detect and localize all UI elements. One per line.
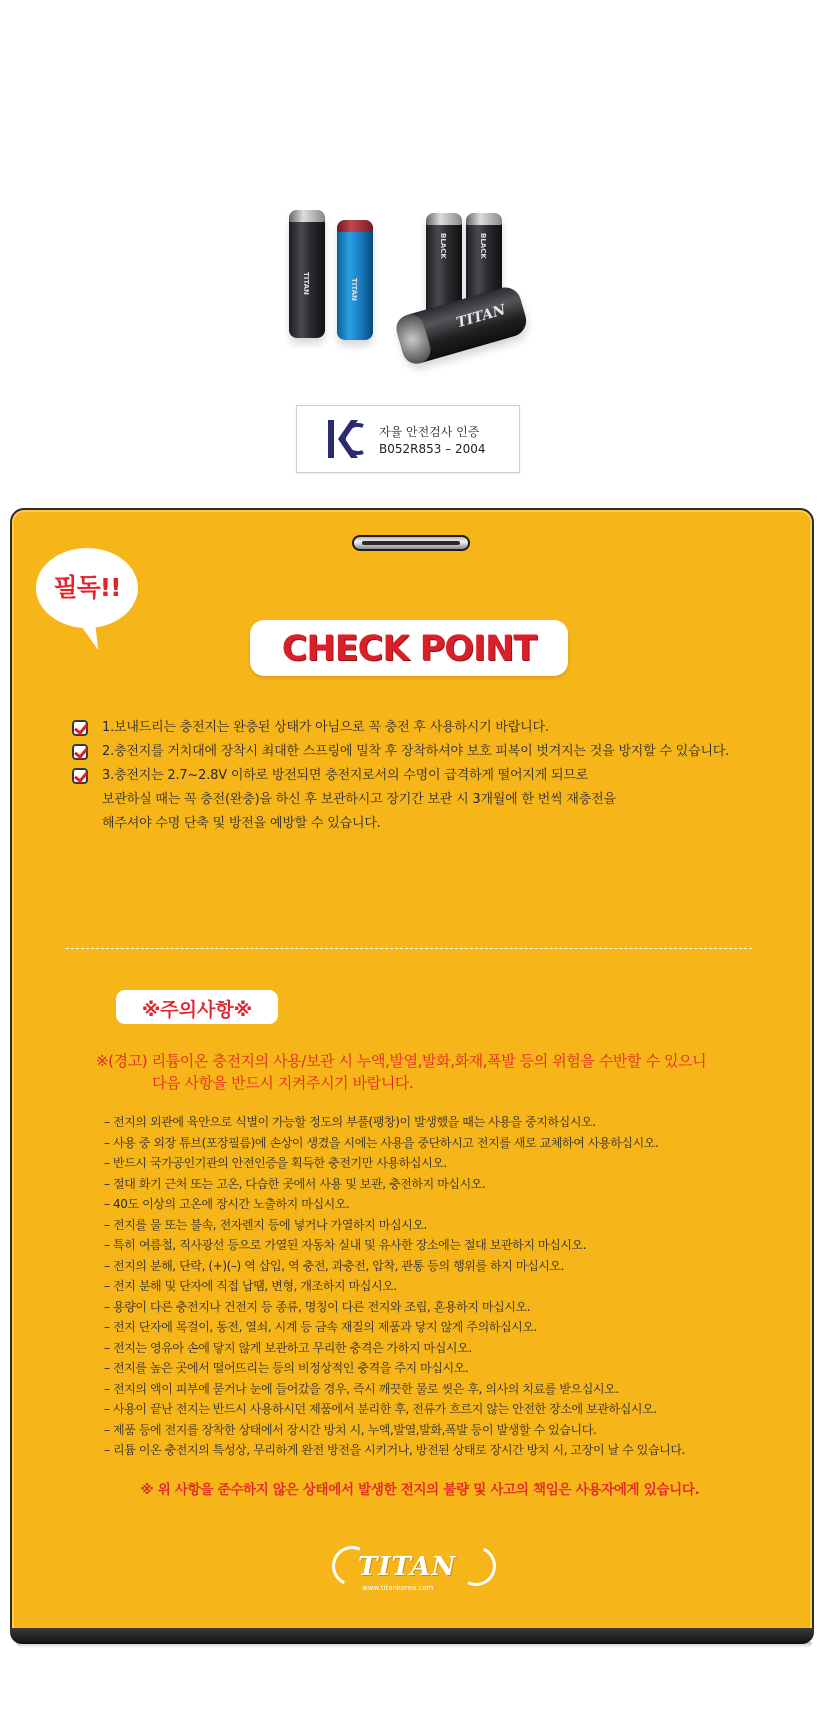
rule-item: – 반드시 국가공인기관의 안전인증을 획득한 충전기만 사용하십시오.	[104, 1156, 447, 1170]
rule-item: – 절대 화기 근처 또는 고온, 다습한 곳에서 사용 및 보관, 충전하지 마십시오.	[104, 1176, 486, 1191]
rule-item: – 사용이 끝난 전지는 반드시 사용하시던 제품에서 분리한 후, 전류가 흐르지 않는 안전한 장소에 보관하십시오.	[104, 1402, 657, 1416]
rule-item: – 전지를 물 또는 불속, 전자렌지 등에 넣거나 가열하지 마십시오.	[104, 1217, 427, 1232]
checkbox-icon	[72, 768, 88, 784]
rule-item: – 전지를 높은 곳에서 떨어뜨리는 등의 비정상적인 충격을 주지 마십시오.	[104, 1361, 469, 1375]
liability-note: ※ 위 사항을 준수하지 않은 상태에서 발생한 전지의 불량 및 사고의 책임은 사용자에게 있습니다.	[140, 1482, 700, 1498]
checkbox-icon	[72, 720, 88, 736]
rule-item: – 특히 여름철, 직사광선 등으로 가열된 자동차 실내 및 유사한 장소에는 절대 보관하지 마십시오.	[104, 1238, 587, 1252]
rule-item: – 제품 등에 전지를 장착한 상태에서 장시간 방치 시, 누액,발열,발화,폭발 등이 발생할 수 있습니다.	[104, 1422, 597, 1437]
warning-text	[96, 1050, 786, 1094]
section-divider	[66, 948, 752, 949]
checkpoint-title: CHECK POINT	[281, 629, 537, 669]
checkpoint-item-continued: 해주셔야 수명 단축 및 방전을 예방할 수 있습니다.	[102, 816, 381, 831]
kc-certification	[296, 405, 520, 473]
checkpoint-item: 1.보내드리는 충전지는 완충된 상태가 아님으로 꼭 충전 후 사용하시기 바랍니다.	[72, 716, 792, 740]
kc-mark-icon	[325, 416, 365, 462]
battery-black-1: TITAN	[289, 210, 325, 338]
brand-url: www.titankorea.com	[362, 1584, 434, 1592]
checkpoint-list	[72, 716, 792, 836]
board-hanger	[352, 535, 470, 551]
warning-line-2: 다음 사항을 반드시 지켜주시기 바랍니다.	[152, 1074, 414, 1092]
rule-item: – 40도 이상의 고온에 장시간 노출하지 마십시오.	[104, 1197, 350, 1211]
rule-item: – 리튬 이온 충전지의 특성상, 무리하게 완전 방전을 시키거나, 방전된 상태로 장시간 방치 시, 고장이 날 수 있습니다.	[104, 1443, 685, 1457]
board-shadow	[16, 1642, 812, 1648]
rule-item: – 전지는 영유아 손에 닿지 않게 보관하고 무리한 충격은 가하지 마십시오.	[104, 1340, 472, 1355]
rule-item: – 전지의 액이 피부에 묻거나 눈에 들어갔을 경우, 즉시 깨끗한 물로 씻은 후, 의사의 치료를 받으십시오.	[104, 1381, 619, 1396]
rule-item: – 전지 단자에 목걸이, 동전, 열쇠, 시계 등 금속 재질의 제품과 닿지 않게 주의하십시오.	[104, 1320, 537, 1334]
titan-logo-text: TITAN	[358, 1552, 457, 1582]
battery-black-2: BLACK	[426, 213, 462, 339]
kc-title: 자율 안전검사 인증	[379, 425, 480, 439]
battery-blue: TITAN	[337, 220, 373, 340]
checkpoint-item: 3.충전지는 2.7~2.8V 이하로 방전되면 충전지로서의 수명이 급격하게 떨어지게 되므로	[72, 764, 792, 788]
checkbox-icon	[72, 744, 88, 760]
rule-item: – 전지의 분해, 단락, (+)(–) 역 삽입, 역 충전, 과충전, 압착, 관통 등의 행위를 하지 마십시오.	[104, 1258, 565, 1273]
kc-code: B052R853 – 2004	[379, 442, 486, 456]
rule-item: – 전지 분해 및 단자에 직접 납땜, 변형, 개조하지 마십시오.	[104, 1279, 397, 1293]
rule-item: – 용량이 다른 충전지나 건전지 등 종류, 명칭이 다른 전지와 조립, 혼용하지 마십시오.	[104, 1299, 531, 1314]
caution-title: ※주의사항※	[141, 999, 253, 1021]
rule-item: – 사용 중 외장 튜브(포장필름)에 손상이 생겼을 시에는 사용을 중단하시고 전지를 새로 교체하여 사용하십시오.	[104, 1135, 659, 1150]
rule-item: – 전지의 외관에 육안으로 식별이 가능할 정도의 부풀(팽창)이 발생했을 때는 사용을 중지하십시오.	[104, 1115, 596, 1129]
battery-black-3: BLACK	[466, 213, 502, 335]
titan-logo	[328, 1540, 488, 1600]
checkpoint-item: 2.충전지를 거치대에 장착시 최대한 스프링에 밀착 후 장착하셔야 보호 피복이 벗겨지는 것을 방지할 수 있습니다.	[72, 740, 792, 764]
warning-line-1: ※(경고) 리튬이온 충전지의 사용/보관 시 누액,발열,발화,화재,폭발 등의 위험을 수반할 수 있으니	[96, 1052, 707, 1070]
checkpoint-item-continued: 보관하실 때는 꼭 충전(완충)을 하신 후 보관하시고 장기간 보관 시 3개월에 한 번씩 재충전을	[102, 792, 616, 807]
battery-lying: TITAN	[393, 284, 530, 367]
caution-rules	[104, 1112, 804, 1461]
must-read-label: 필독!!	[53, 573, 121, 602]
